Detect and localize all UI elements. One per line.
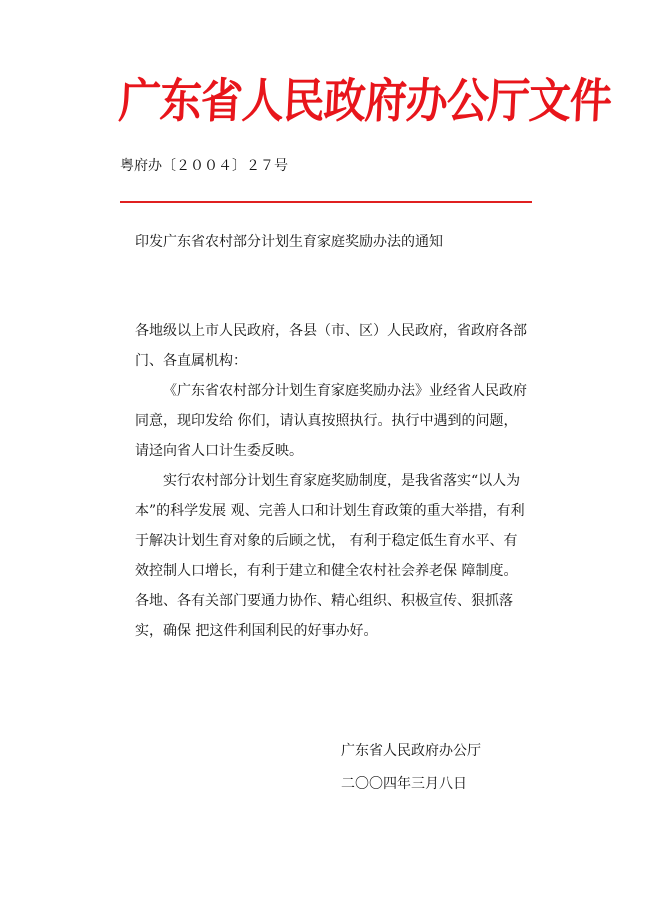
red-divider-rule [120, 201, 532, 203]
issuer-name: 广东省人民政府办公厅 [341, 743, 481, 759]
document-number: 粤府办〔２００４〕２７号 [120, 158, 288, 174]
notice-title: 印发广东省农村部分计划生育家庭奖励办法的通知 [135, 234, 443, 250]
signature-block [341, 736, 481, 802]
body-paragraph-1: 《广东省农村部分计划生育家庭奖励办法》业经省人民政府同意，现印发给 你们，请认真按照执行。执行中遇到的问题，请迳向省人口计生委反映。 [135, 383, 527, 459]
masthead-title: 广东省人民政府办公厅文件 [117, 73, 613, 129]
salutation: 各地级以上市人民政府，各县（市、区）人民政府，省政府各部门、各直属机构： [135, 323, 527, 369]
issue-date: 二〇〇四年三月八日 [341, 776, 467, 792]
notice-body [135, 316, 529, 646]
body-paragraph-2: 实行农村部分计划生育家庭奖励制度，是我省落实“以人为本”的科学发展 观、完善人口和计划生育政策的重大举措，有利于解决计划生育对象的后顾之忧， 有利于稳定低生育水平、有效控制人口增长，有利于建立和健全农村社会养老保 障制度。各地、各有关部门要通力协作、精心组织、积极宣传、狠抓落实，确保 把这件利国利民的好事办好。 [135, 473, 525, 639]
